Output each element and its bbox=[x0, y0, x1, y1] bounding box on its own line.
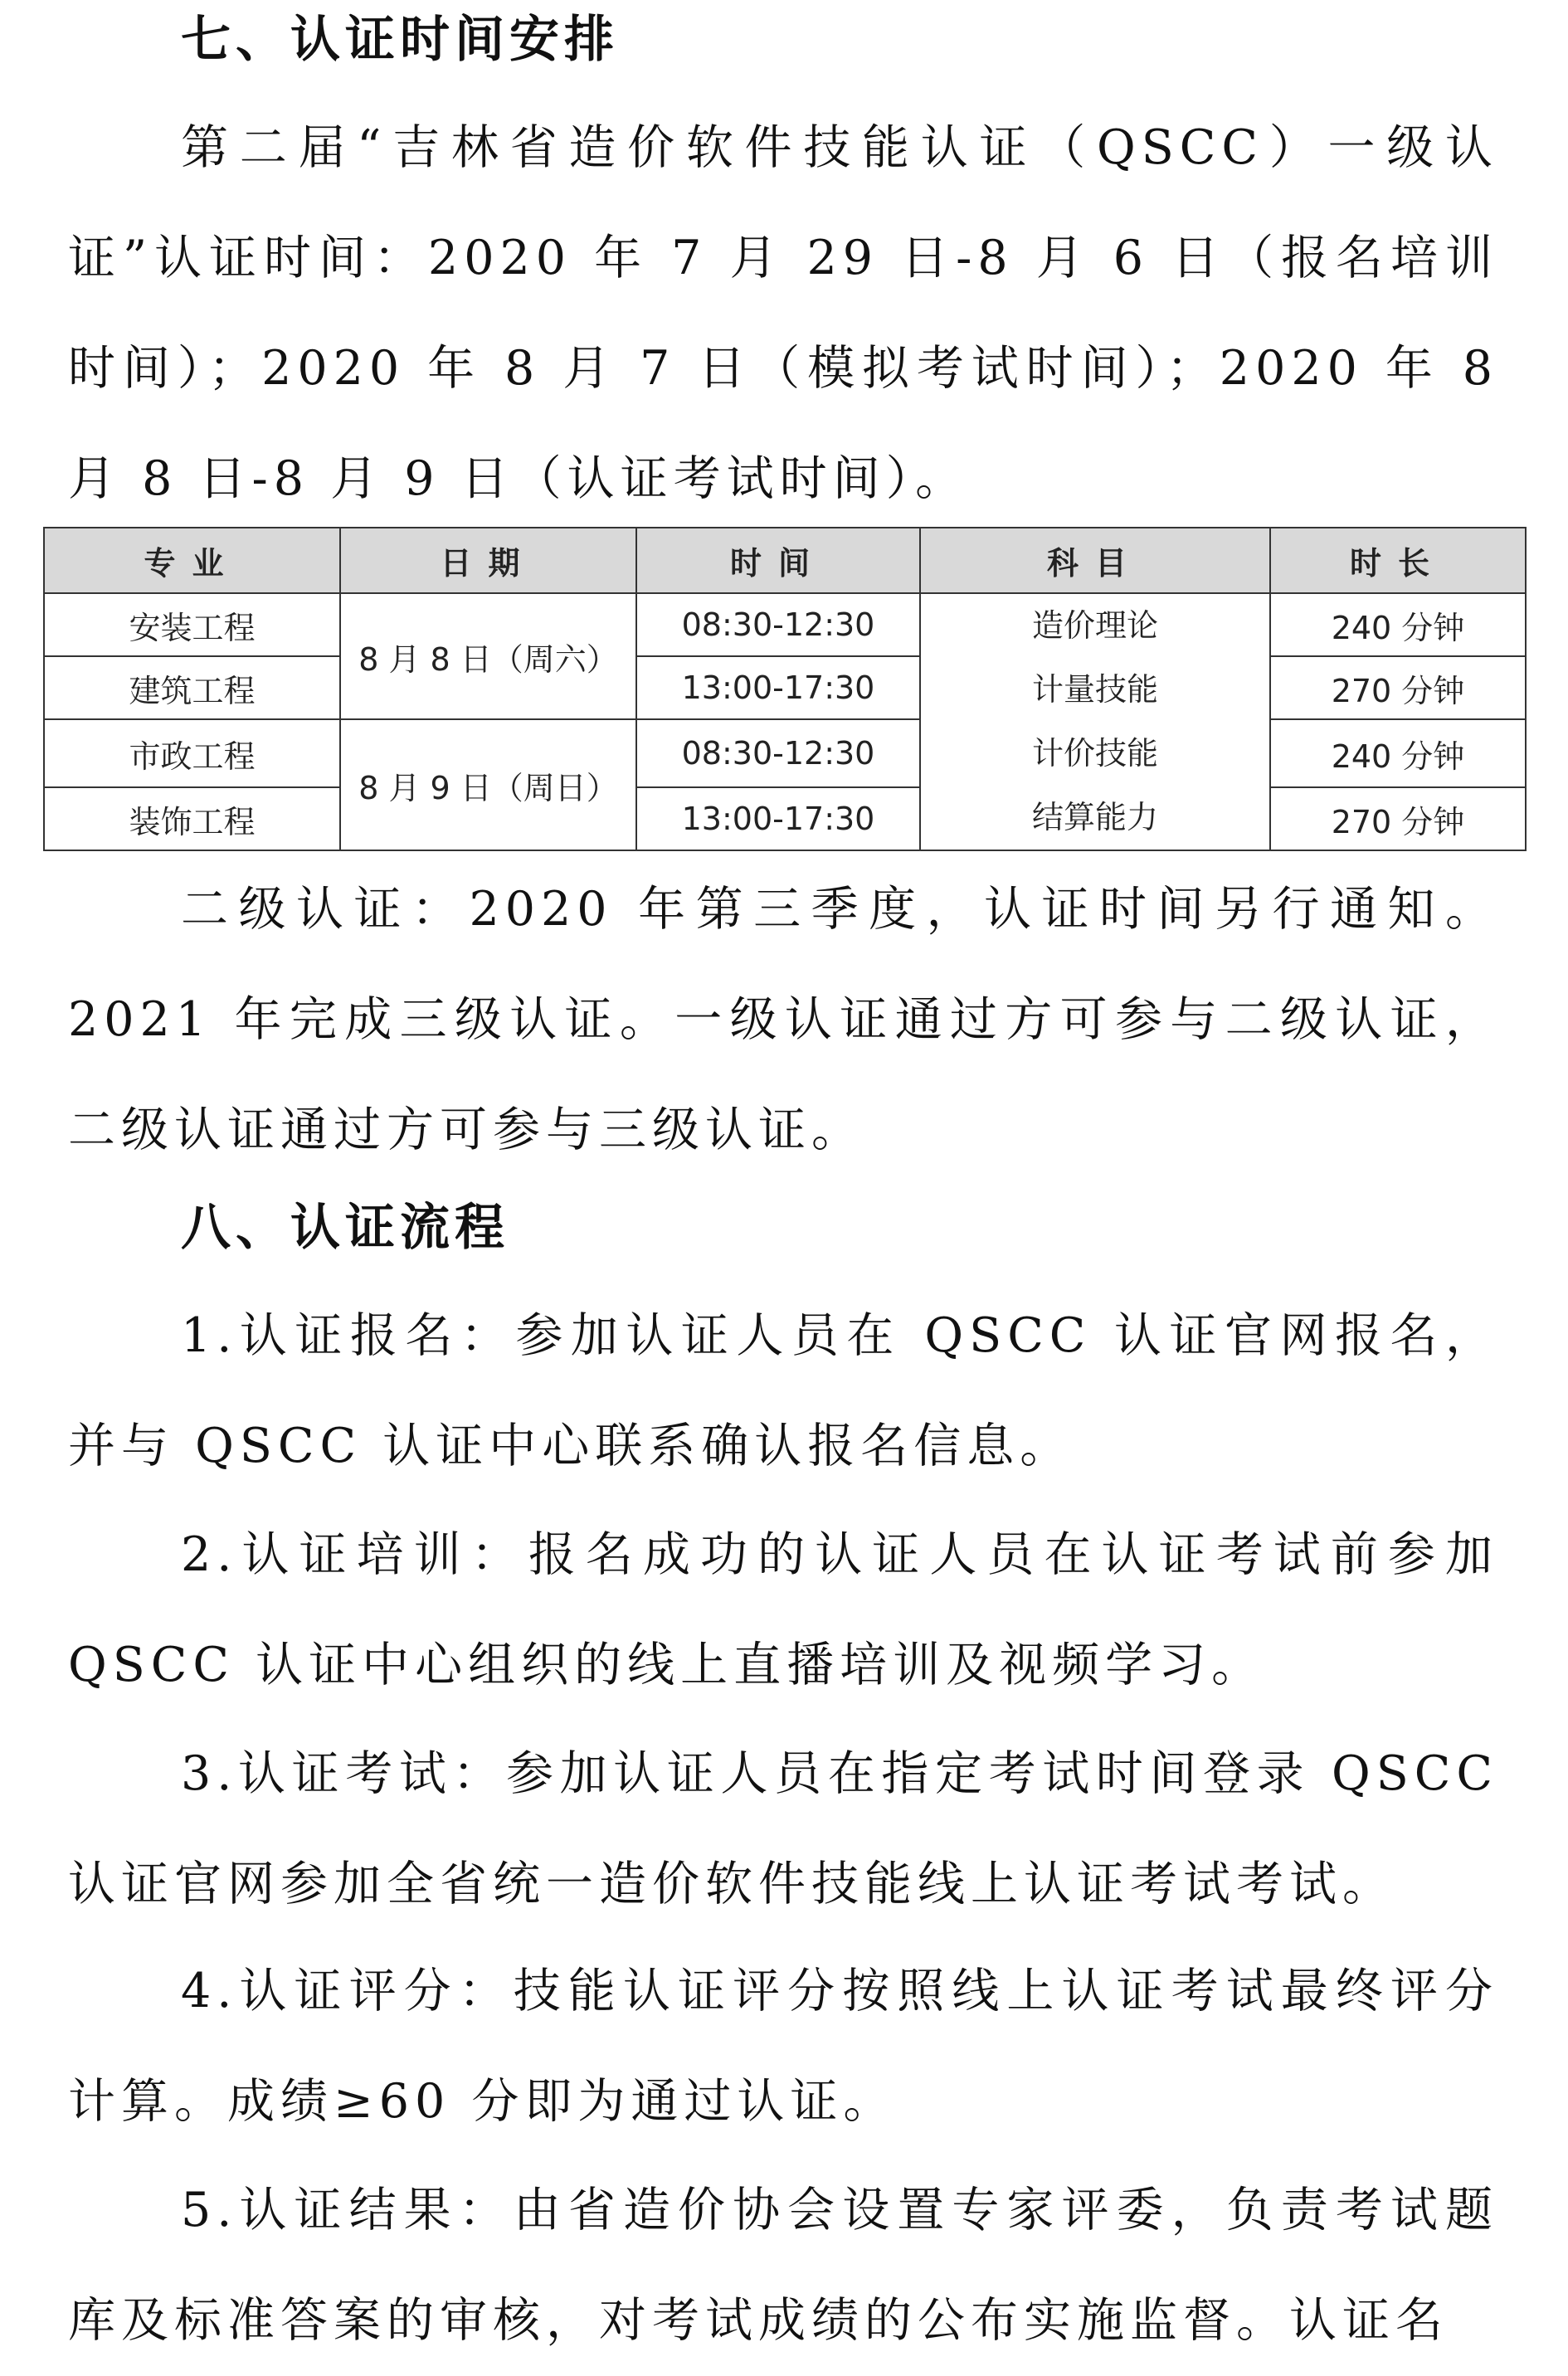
section-8-heading: 八、认证流程 bbox=[181, 1199, 509, 1257]
process-step-5: 5.认证结果：由省造价协会设置专家评委，负责考试题库及标准答案的审核，对考试成绩的公布实施监督。认证名 bbox=[68, 2183, 1498, 2348]
subject-item: 结算能力 bbox=[1031, 799, 1158, 835]
process-step-4: 4.认证评分：技能认证评分按照线上认证考试最终评分计算。成绩≥60 分即为通过认证。 bbox=[68, 1964, 1498, 2129]
header-time: 时间 bbox=[636, 528, 920, 593]
major-cell: 建筑工程 bbox=[44, 656, 340, 719]
table-row bbox=[44, 787, 1526, 850]
duration-cell: 270 分钟 bbox=[1270, 656, 1526, 719]
time-cell: 08:30-12:30 bbox=[636, 593, 920, 656]
header-major: 专业 bbox=[44, 528, 340, 593]
duration-cell: 240 分钟 bbox=[1270, 719, 1526, 787]
header-duration: 时长 bbox=[1270, 528, 1526, 593]
date-cell: 8 月 9 日（周日） bbox=[340, 719, 636, 850]
duration-cell: 240 分钟 bbox=[1270, 593, 1526, 656]
time-cell: 13:00-17:30 bbox=[636, 656, 920, 719]
subject-item: 计量技能 bbox=[1031, 671, 1158, 708]
subject-item: 计价技能 bbox=[1031, 735, 1158, 772]
section-7-heading: 七、认证时间安排 bbox=[181, 11, 619, 69]
table-row bbox=[44, 593, 1526, 656]
process-step-1: 1.认证报名：参加认证人员在 QSCC 认证官网报名，并与 QSCC 认证中心联系确认报名信息。 bbox=[68, 1308, 1498, 1473]
process-step-3: 3.认证考试：参加认证人员在指定考试时间登录 QSCC 认证官网参加全省统一造价软件技能线上认证考试考试。 bbox=[68, 1746, 1498, 1911]
time-cell: 13:00-17:30 bbox=[636, 787, 920, 850]
date-cell: 8 月 8 日（周六） bbox=[340, 593, 636, 719]
subjects-cell bbox=[920, 593, 1270, 850]
exam-schedule-table bbox=[43, 527, 1527, 851]
header-date: 日期 bbox=[340, 528, 636, 593]
subject-item: 造价理论 bbox=[1031, 607, 1158, 644]
table-header-row bbox=[44, 528, 1526, 593]
header-subject: 科目 bbox=[920, 528, 1270, 593]
process-step-2: 2.认证培训：报名成功的认证人员在认证考试前参加 QSCC 认证中心组织的线上直播培训及视频学习。 bbox=[68, 1527, 1498, 1692]
major-cell: 装饰工程 bbox=[44, 787, 340, 850]
table-row bbox=[44, 719, 1526, 787]
duration-cell: 270 分钟 bbox=[1270, 787, 1526, 850]
major-cell: 安装工程 bbox=[44, 593, 340, 656]
time-cell: 08:30-12:30 bbox=[636, 719, 920, 787]
section-7-paragraph: 第二届“吉林省造价软件技能认证（QSCC）一级认证”认证时间：2020 年 7 月 29 日-8 月 6 日（报名培训时间）；2020 年 8 月 7 日（模拟考试时间）；2020 年 8 月 8 日-8 月 9 日（认证考试时间）。 bbox=[68, 120, 1498, 506]
major-cell: 市政工程 bbox=[44, 719, 340, 787]
section-7-after-table: 二级认证：2020 年第三季度，认证时间另行通知。2021 年完成三级认证。一级认证通过方可参与二级认证，二级认证通过方可参与三级认证。 bbox=[68, 882, 1498, 1157]
table-row bbox=[44, 656, 1526, 719]
